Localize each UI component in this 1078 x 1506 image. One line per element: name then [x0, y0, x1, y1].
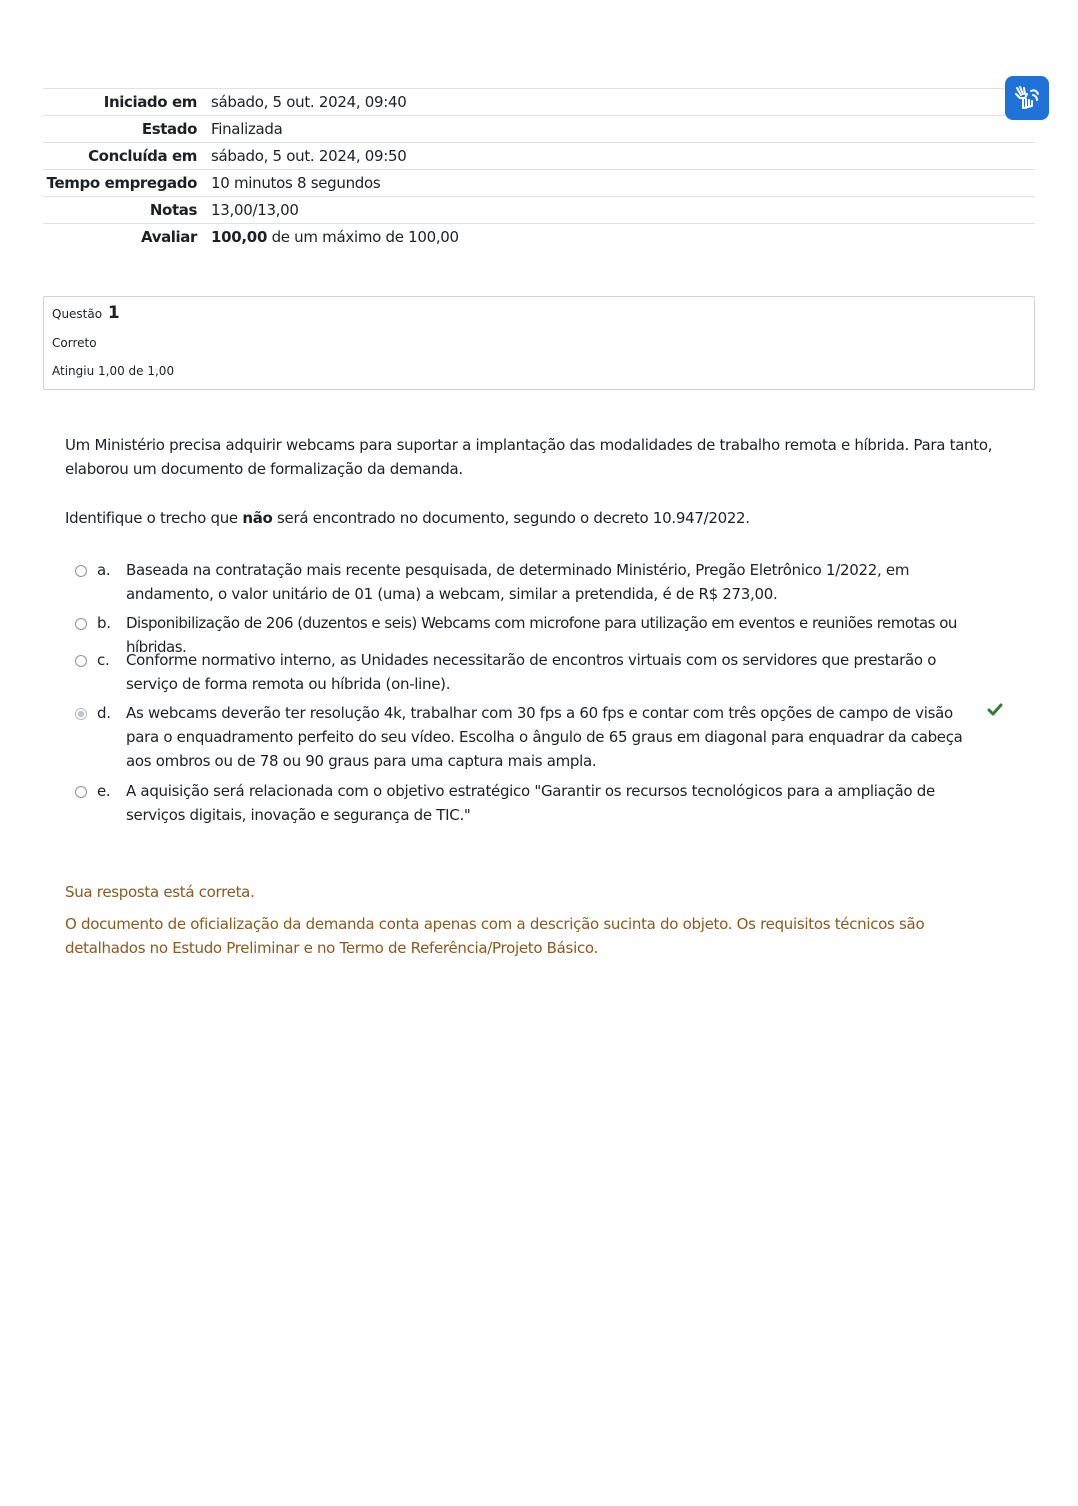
radio-button-selected[interactable]: [75, 708, 87, 720]
summary-value: sábado, 5 out. 2024, 09:40: [211, 93, 407, 111]
radio-button[interactable]: [75, 786, 87, 798]
summary-value: 13,00/13,00: [211, 201, 299, 219]
feedback-general: O documento de oficialização da demanda conta apenas com a descrição sucinta do objeto. Os requisitos técnicos são detalhados no Estudo Preliminar e no Termo de Referência/Projeto Básico.: [65, 915, 925, 957]
question-state: Correto: [52, 336, 97, 350]
summary-value: sábado, 5 out. 2024, 09:50: [211, 147, 407, 165]
summary-row-marks: [43, 197, 1035, 224]
question-number-value: 1: [107, 303, 120, 323]
question-label: Questão: [52, 307, 103, 321]
question-paragraph-1: Um Ministério precisa adquirir webcams para suportar a implantação das modalidades de trabalho remota e híbrida. Para tanto, elaborou um documento de formalização da demanda.: [65, 436, 993, 478]
summary-label: Tempo empregado: [46, 174, 197, 192]
answer-letter: b.: [97, 614, 111, 632]
summary-label: Estado: [141, 120, 197, 138]
summary-row-grade: [43, 224, 1035, 251]
summary-label: Iniciado em: [103, 93, 197, 111]
sign-language-hands-icon: [1013, 85, 1041, 111]
feedback-correct: Sua resposta está correta.: [65, 883, 255, 901]
answer-letter: e.: [97, 782, 111, 800]
question-number: [52, 303, 120, 323]
summary-label: Concluída em: [88, 147, 197, 165]
question-mark: Atingiu 1,00 de 1,00: [52, 364, 175, 378]
accessibility-button[interactable]: [1005, 76, 1049, 120]
summary-value: 10 minutos 8 segundos: [211, 174, 381, 192]
summary-value: [205, 224, 1035, 251]
question-info-box: [43, 296, 1035, 390]
question-text-part: Identifique o trecho que: [65, 509, 243, 527]
answer-text: Baseada na contratação mais recente pesquisada, de determinado Ministério, Pregão Eletrônico 1/2022, em andamento, o valor unitário de 01 (uma) a webcam, similar a pretendida, é de R$ 273,00.: [126, 561, 910, 603]
summary-row-started: [43, 89, 1035, 116]
summary-row-completed: [43, 143, 1035, 170]
question-text-part: será encontrado no documento, segundo o decreto 10.947/2022.: [272, 509, 750, 527]
answer-letter: d.: [97, 704, 111, 722]
radio-button[interactable]: [75, 565, 87, 577]
radio-button[interactable]: [75, 655, 87, 667]
summary-row-state: [43, 116, 1035, 143]
summary-label: Avaliar: [141, 228, 197, 246]
answer-letter: c.: [97, 651, 110, 669]
correct-check-icon: [987, 703, 1003, 717]
answer-text: As webcams deverão ter resolução 4k, trabalhar com 30 fps a 60 fps e contar com três opções de campo de visão para o enquadramento perfeito do seu vídeo. Escolha o ângulo de 65 graus em diagonal para enquadrar da cabeça aos ombros ou de 78 ou 90 graus para uma captura mais ampla.: [126, 704, 963, 770]
question-text-emphasis: não: [242, 509, 273, 527]
summary-row-time-taken: [43, 170, 1035, 197]
grade-suffix: de um máximo de 100,00: [271, 228, 459, 246]
answer-text: Conforme normativo interno, as Unidades necessitarão de encontros virtuais com os servidores que prestarão o serviço de forma remota ou híbrida (on-line).: [126, 651, 937, 693]
answer-text: A aquisição será relacionada com o objetivo estratégico "Garantir os recursos tecnológicos para a ampliação de serviços digitais, inovação e segurança de TIC.": [126, 782, 935, 824]
attempt-summary-table: [43, 88, 1035, 250]
question-text: [65, 433, 1005, 527]
radio-button[interactable]: [75, 618, 87, 630]
summary-label: Notas: [149, 201, 197, 219]
answer-text: Disponibilização de 206 (duzentos e seis) Webcams com microfone para utilização em eventos e reuniões remotas ou híbridas.: [126, 614, 957, 656]
answer-letter: a.: [97, 561, 111, 579]
summary-value: Finalizada: [211, 120, 283, 138]
grade-score: 100,00: [211, 228, 268, 246]
question-paragraph-2: [65, 506, 1005, 530]
